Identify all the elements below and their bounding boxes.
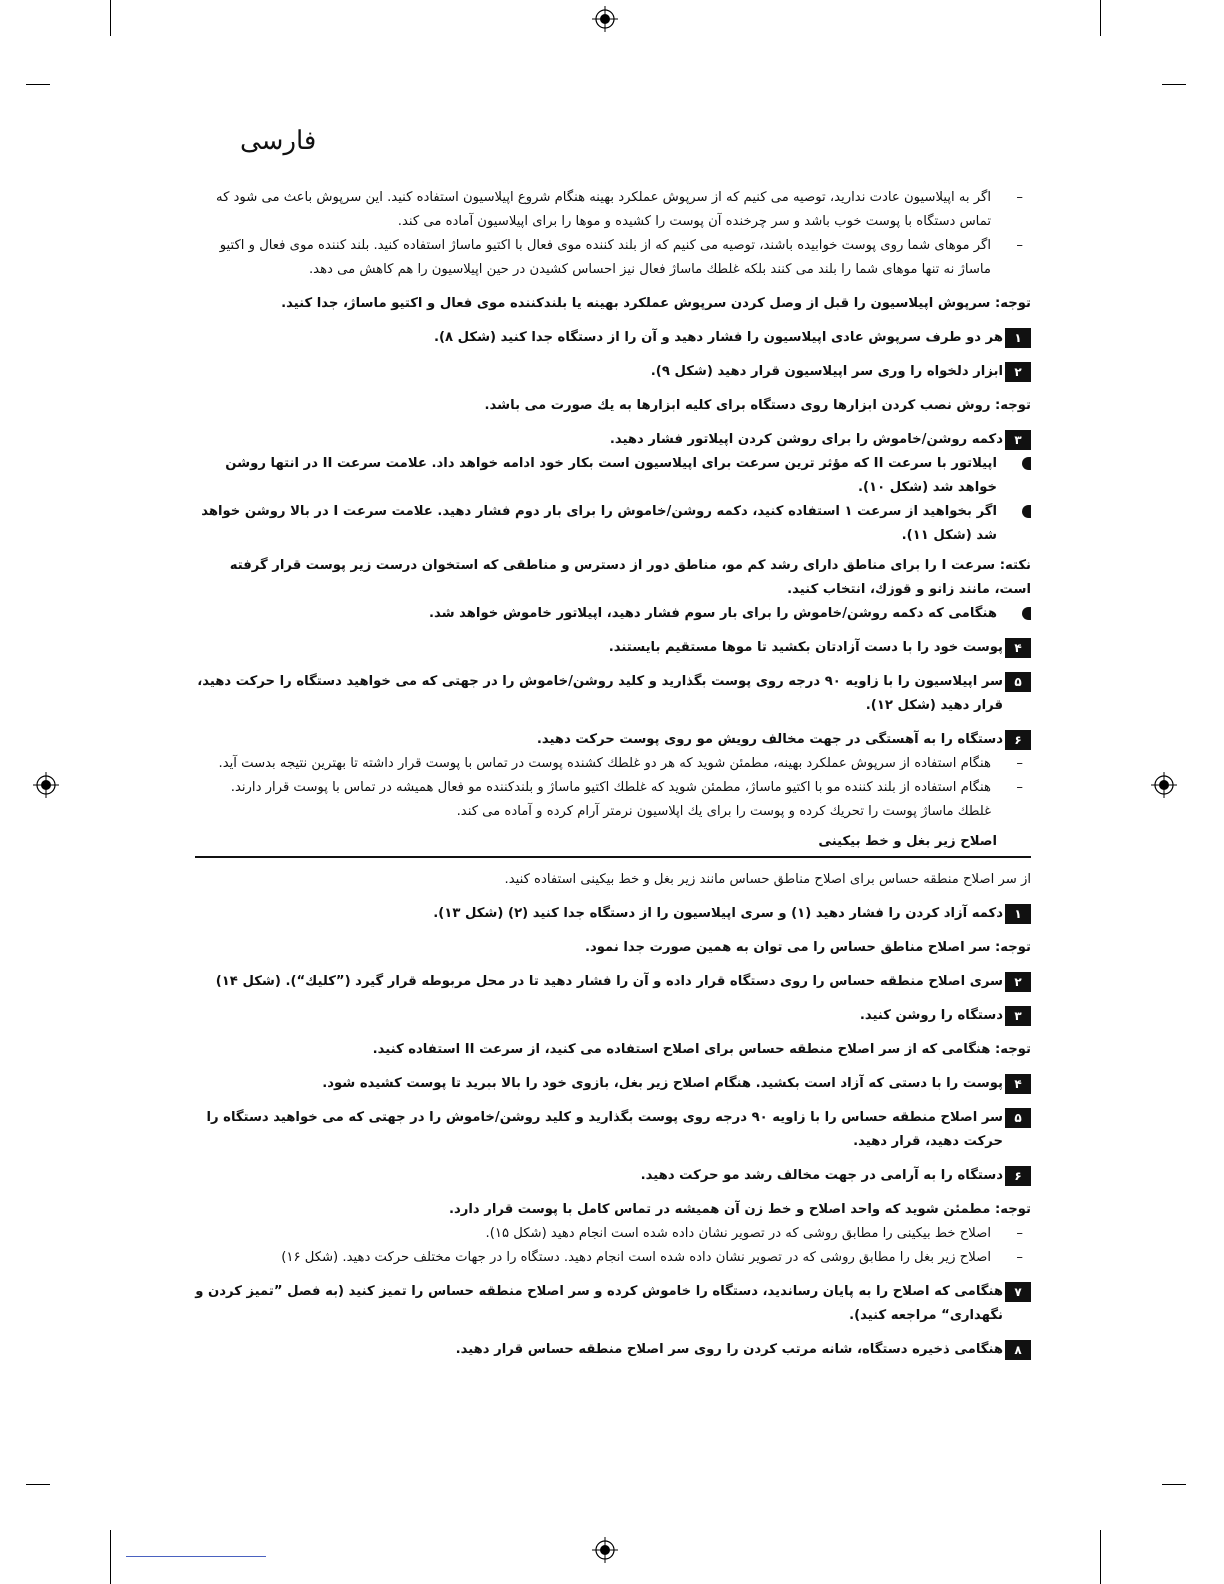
section-intro: از سر اصلاح منطقه حساس برای اصلاح مناطق حساس مانند زیر بغل و خط بیکینی استفاده کنید.: [504, 872, 1031, 887]
step-1: [195, 326, 1031, 350]
registration-mark-top-icon: [592, 6, 618, 32]
step-number: ۵: [1005, 1108, 1031, 1128]
trim-step-8: [195, 1338, 1031, 1362]
step-text: هنگامی که اصلاح را به پایان رساندید، دستگاه را خاموش کرده و سر اصلاح منطقه حساس را تمیز کنید (به فصل ”تمیز کردن و نگهداری“ مراجعه کنید).: [195, 1284, 1003, 1323]
bullet-text: هنگامی که دکمه روشن/خاموش را برای بار سوم فشار دهید، اپیلاتور خاموش خواهد شد.: [428, 606, 997, 621]
step-text: هنگامی ذخیره دستگاه، شانه مرتب کردن را روی سر اصلاح منطقه حساس قرار دهید.: [455, 1342, 1003, 1357]
bullet-icon: [1022, 457, 1031, 470]
step-3-bullet-2: [195, 500, 1031, 548]
registration-mark-right-icon: [1151, 772, 1177, 798]
step-number: ۲: [1005, 362, 1031, 382]
step-number: ۱: [1005, 328, 1031, 348]
step-text: دستگاه را به آرامی در جهت مخالف رشد مو حرکت دهید.: [640, 1168, 1003, 1183]
step-3: [195, 428, 1031, 452]
note-3: توجه: سر اصلاح مناطق حساس را می توان به همین صورت جدا نمود.: [584, 940, 1031, 955]
intro-dash-1: – اگر به اپیلاسیون عادت ندارید، توصیه می کنیم که از سرپوش عملکرد بهینه هنگام شروع اپیلاسیون استفاده کنید. این سرپوش باعث می شود که تماس دستگاه با پوست خوب باشد و سر چرخنده آن پوست را کشیده و موها را برای اپیلاسیون آماده می کند.: [195, 186, 1031, 234]
step-text: سر اصلاح منطقه حساس را با زاویه ۹۰ درجه روی پوست بگذارید و کلید روشن/خاموش را در جهتی که می خواهید دستگاه را حرکت دهید، قرار دهید.: [206, 1110, 1003, 1149]
registration-mark-left-icon: [33, 772, 59, 798]
note-4: توجه: هنگامی که از سر اصلاح منطقه حساس برای اصلاح استفاده می کنید، از سرعت II استفاده کنید.: [372, 1042, 1031, 1057]
step-4: [195, 636, 1031, 660]
crop-mark-top-left: [110, 0, 111, 36]
step-number: ۳: [1005, 430, 1031, 450]
step-text: دکمه روشن/خاموش را برای روشن کردن اپیلاتور فشار دهید.: [609, 432, 1003, 447]
step-text: سر اپیلاسیون را با زاویه ۹۰ درجه روی پوست بگذارید و کلید روشن/خاموش را در جهتی که می خواهید دستگاه را حرکت دهید، قرار دهید (شکل ۱۲).: [197, 674, 1003, 713]
crop-mark-bottom-right: [1100, 1530, 1101, 1584]
crop-mark-bottom-left: [110, 1530, 111, 1584]
step-number: ۳: [1005, 1006, 1031, 1026]
step-text: دستگاه را به آهستگی در جهت مخالف رویش مو روی پوست حرکت دهید.: [536, 732, 1003, 747]
step-number: ۸: [1005, 1340, 1031, 1360]
step-text: سری اصلاح منطقه حساس را روی دستگاه قرار داده و آن را فشار دهید تا در محل مربوطه قرار گیرد (”کلیك“). (شکل ۱۴): [215, 974, 1003, 989]
step-number: ۱: [1005, 904, 1031, 924]
step-6-dash-2: – هنگام استفاده از بلند کننده مو با اکتیو ماساژ، مطمئن شوید که غلطك اکتیو ماساژ و بلندکننده مو فعال همیشه در تماس با پوست قرار دارند. غلطك ماساژ پوست را تحریك کرده و پوست را برای یك اپلاسیون نرمتر آرام کرده و آماده می کند.: [195, 776, 1031, 824]
footer-rule: [126, 1556, 266, 1557]
step-text: هر دو طرف سرپوش عادی اپیلاسیون را فشار دهید و آن را از دستگاه جدا کنید (شکل ۸).: [433, 330, 1003, 345]
bullet-text: اگر بخواهید از سرعت ۱ استفاده کنید، دکمه روشن/خاموش را برای بار دوم فشار دهید. علامت سرعت I در بالا روشن خواهد شد (شکل ۱۱).: [201, 504, 997, 543]
trim-step-1: [195, 902, 1031, 926]
step-number: ۶: [1005, 1166, 1031, 1186]
section-heading: اصلاح زیر بغل و خط بیکینی: [818, 834, 997, 849]
trim-dash-2: – اصلاح زیر بغل را مطابق روشی که در تصویر نشان داده شده است انجام دهید. دستگاه را در جهات مختلف حرکت دهید. (شکل ۱۶): [195, 1246, 1031, 1270]
step-text: دستگاه را روشن کنید.: [859, 1008, 1003, 1023]
step-3-bullet-1: [195, 452, 1031, 500]
step-number: ۲: [1005, 972, 1031, 992]
crop-mark-right-upper: [1162, 84, 1186, 85]
note-1: توجه: سرپوش اپیلاسیون را قبل از وصل کردن سرپوش عملکرد بهینه یا بلندکننده موی فعال و اکتیو ماساژ، جدا کنید.: [281, 296, 1031, 311]
trim-step-5: [195, 1106, 1031, 1154]
step-text: دکمه آزاد کردن را فشار دهید (۱) و سری اپیلاسیون را از دستگاه جدا کنید (۲) (شکل ۱۳).: [433, 906, 1003, 921]
step-5: [195, 670, 1031, 718]
trim-step-4: [195, 1072, 1031, 1096]
bullet-text: اپیلاتور با سرعت II که مؤثر ترین سرعت برای اپیلاسیون است بکار خود ادامه خواهد داد. علامت سرعت II در انتها روشن خواهد شد (شکل ۱۰).: [225, 456, 997, 495]
trim-step-3: [195, 1004, 1031, 1028]
document-body: [195, 186, 1031, 1362]
registration-mark-bottom-icon: [592, 1537, 618, 1563]
crop-mark-top-right: [1100, 0, 1101, 36]
page-title: فارسی: [240, 126, 317, 156]
intro-dash-2: – اگر موهای شما روی پوست خوابیده باشند، توصیه می کنیم که از بلند کننده موی فعال با اکتیو ماساژ استفاده کنید. بلند کننده موی فعال و اکتیو ماساژ نه تنها موهای شما را بلند می کنند بلکه غلطك ماساژ فعال نیز احساس کشیدن در حین اپیلاسیون را هم کاهش می دهد.: [195, 234, 1031, 282]
step-number: ۷: [1005, 1282, 1031, 1302]
step-2: [195, 360, 1031, 384]
bullet-icon: [1022, 607, 1031, 620]
step-text: پوست را با دستی که آزاد است بکشید. هنگام اصلاح زیر بغل، بازوی خود را بالا ببرید تا پوست کشیده شود.: [322, 1076, 1003, 1091]
step-3-bullet-3: [195, 602, 1031, 626]
trim-step-7: [195, 1280, 1031, 1328]
crop-mark-right-lower: [1162, 1484, 1186, 1485]
note-5: توجه: مطمئن شوید که واحد اصلاح و خط زن آن همیشه در تماس کامل با پوست قرار دارد.: [449, 1202, 1031, 1217]
step-text: ابزار دلخواه را وری سر اپیلاسیون قرار دهید (شکل ۹).: [650, 364, 1003, 379]
step-text: پوست خود را با دست آزادتان بکشید تا موها مستقیم بایستند.: [608, 640, 1003, 655]
bullet-icon: [1022, 505, 1031, 518]
step-number: ۴: [1005, 1074, 1031, 1094]
step-number: ۵: [1005, 672, 1031, 692]
step-6-dash-1: – هنگام استفاده از سرپوش عملکرد بهینه، مطمئن شوید که هر دو غلطك کشنده پوست در تماس با پوست قرار داشته تا بهترین نتیجه بدست آید.: [195, 752, 1031, 776]
trim-dash-1: – اصلاح خط بیکینی را مطابق روشی که در تصویر نشان داده شده است انجام دهید (شکل ۱۵).: [195, 1222, 1031, 1246]
trim-step-6: [195, 1164, 1031, 1188]
note-2: توجه: روش نصب کردن ابزارها روی دستگاه برای کلیه ابزارها به یك صورت می باشد.: [484, 398, 1031, 413]
crop-mark-left-lower: [26, 1484, 50, 1485]
step-6: [195, 728, 1031, 752]
trim-step-2: [195, 970, 1031, 994]
step-number: ۶: [1005, 730, 1031, 750]
tip-note: نکته: سرعت I را برای مناطق دارای رشد کم مو، مناطق دور از دسترس و مناطقی که استخوان درست زیر پوست قرار گرفته است، مانند زانو و قوزك، انتخاب کنید.: [229, 558, 1031, 597]
crop-mark-left-upper: [26, 84, 50, 85]
step-number: ۴: [1005, 638, 1031, 658]
